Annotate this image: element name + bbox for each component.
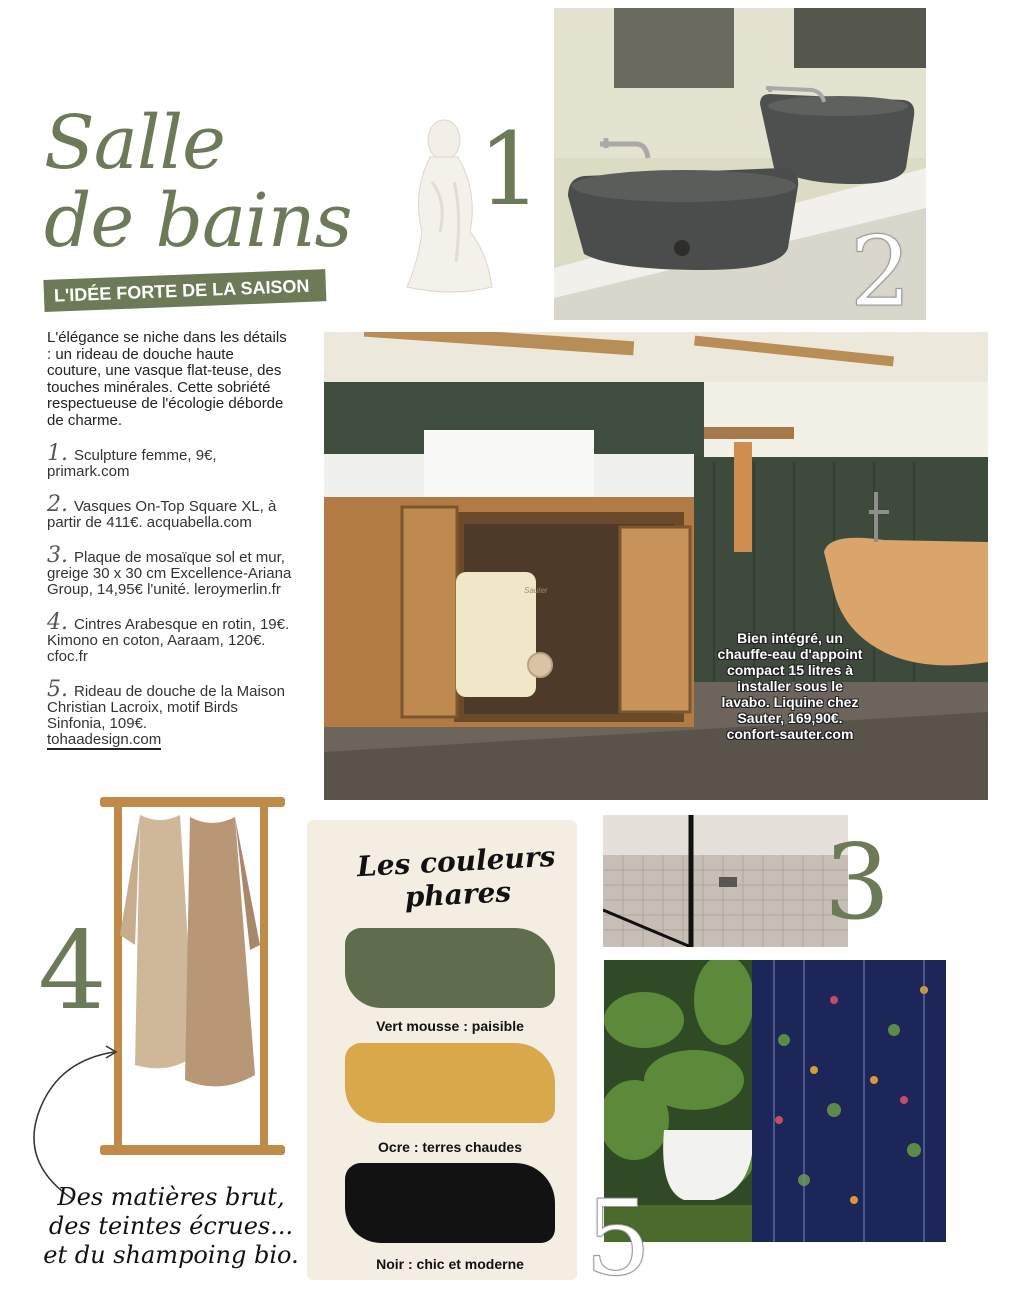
season-banner: L'IDÉE FORTE DE LA SAISON <box>43 269 326 312</box>
item-text: Rideau de douche de la Maison Christian Lacroix, motif Birds Sinfonia, 109€. <box>47 683 285 732</box>
swatch-ochre <box>345 1043 555 1123</box>
numeral-3: 3 <box>824 821 891 943</box>
item-site-link[interactable]: cfoc.fr <box>47 648 88 665</box>
item-number: 4. <box>47 610 68 635</box>
item-site-link[interactable]: acquabella.com <box>146 514 252 531</box>
intro-paragraph: L'élégance se niche dans les détails : un rideau de douche haute couture, une vasque flat-teuse, des touches minérales. Cette sobriété respectueuse de l'écologie déborde de charme. <box>47 329 287 429</box>
arrow-icon <box>14 1040 124 1200</box>
mosaic-photo <box>603 815 848 947</box>
item-site-link[interactable]: tohaadesign.com <box>47 731 162 748</box>
numeral-5: 5 <box>585 1177 652 1299</box>
list-item <box>47 543 297 598</box>
item-number: 5. <box>47 677 68 702</box>
item-number: 3. <box>47 543 68 568</box>
swatch-black <box>345 1163 555 1243</box>
item-number: 2. <box>47 492 68 517</box>
item-text: Vasques On-Top Square XL, à partir de 411€. <box>47 498 277 531</box>
page-title <box>44 100 352 264</box>
item-text: Plaque de mosaïque sol et mur, greige 30 x 30 cm Excellence-Ariana Group, 14,95€ l'unité. <box>47 549 292 598</box>
colors-title: Les couleurs phares <box>356 839 557 914</box>
script-caption: Des matières brut, des teintes écrues... et du shampoing bio. <box>43 1183 299 1269</box>
item-number: 1. <box>47 441 68 466</box>
heater-caption: Bien intégré, un chauffe-eau d'appoint compact 15 litres à installer sous le lavabo. Liquine chez Sauter, 169,90€. confort-sauter.com <box>717 630 863 742</box>
title-line-1: Salle <box>44 100 225 186</box>
heater-brand-label: Sauter <box>524 586 548 595</box>
title-line-2: de bains <box>44 178 352 264</box>
swatch-green <box>345 928 555 1008</box>
list-item <box>47 677 297 748</box>
swatch-label-green: Vert mousse : paisible <box>376 1018 524 1034</box>
numeral-1: 1 <box>478 111 542 228</box>
swatch-label-black: Noir : chic et moderne <box>376 1256 524 1272</box>
robe-rack-image <box>100 795 285 1180</box>
swatch-label-ochre: Ocre : terres chaudes <box>378 1139 522 1155</box>
list-item <box>47 492 297 531</box>
curtain-photo <box>604 960 946 1242</box>
numeral-4: 4 <box>38 909 107 1034</box>
item-site-link[interactable]: leroymerlin.fr <box>194 581 281 598</box>
bathroom-photo <box>324 332 988 800</box>
list-item <box>47 610 297 665</box>
item-text: Sculpture femme, 9€, <box>74 447 217 464</box>
item-text: Cintres Arabesque en rotin, 19€. Kimono en coton, Aaraam, 120€. <box>47 616 290 649</box>
item-site-link[interactable]: primark.com <box>47 463 130 480</box>
list-item <box>47 441 297 480</box>
numeral-2: 2 <box>850 216 912 328</box>
product-list <box>47 441 297 765</box>
